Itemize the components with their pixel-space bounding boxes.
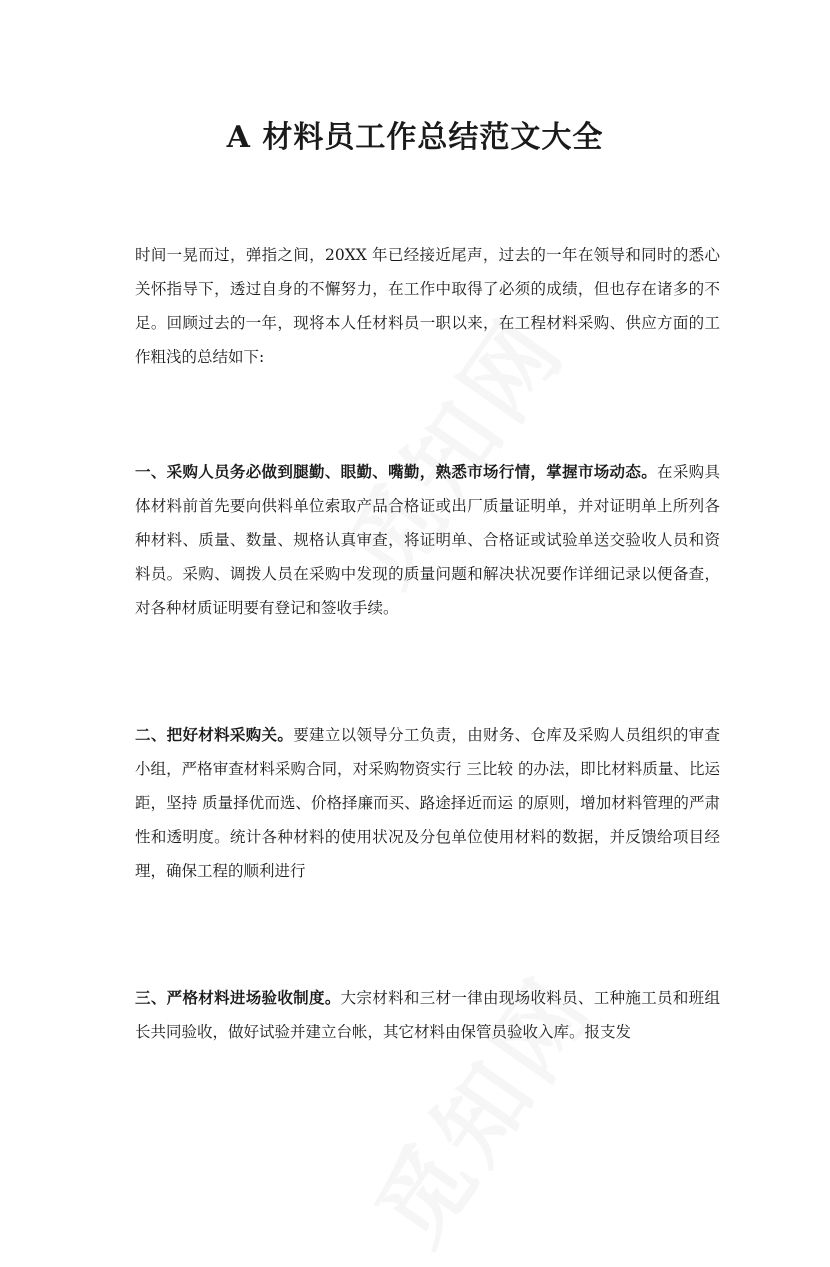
paragraph-text: 大宗材料和三材一律由现场收料员、工种施工员和班组长共同验收，做好试验并建立台帐，其它材料由保管员验收入库。报支发 [135, 989, 720, 1041]
document-title: A 材料员工作总结范文大全 [226, 120, 604, 155]
paragraph-text: 时间一晃而过，弹指之间，20XX 年已经接近尾声，过去的一年在领导和同时的悉心关怀指导下，透过自身的不懈努力，在工作中取得了必须的成绩，但也存在诸多的不足。回顾过去的一年，现将本人任材料员一职以来，在工程材料采购、供应方面的工作粗浅的总结如下: [135, 246, 720, 366]
paragraph-text: 在采购具体材料前首先要向供料单位索取产品合格证或出厂质量证明单，并对证明单上所列各种材料、质量、数量、规格认真审查，将证明单、合格证或试验单送交验收人员和资料员。采购、调拨人员在采购中发现的质量问题和解决状况要作详细记录以便备查，对各种材质证明要有登记和签收手续。 [135, 463, 720, 617]
paragraph-section-2 [127, 718, 720, 888]
section-heading: 三、严格材料进场验收制度。 [135, 988, 341, 1007]
paragraph-text: 要建立以领导分工负责，由财务、仓库及采购人员组织的审查小组，严格审查材料采购合同，对采购物资实行 三比较 的办法，即比材料质量、比运距，坚持 质量择优而选、价格择廉而买、路途择近而运 的原则，增加材料管理的严肃性和透明度。统计各种材料的使用状况及分包单位使用材料的数据，并反馈给项目经理，确保工程的顺利进行 [135, 726, 720, 880]
paragraph-section-3 [127, 981, 720, 1049]
section-heading: 一、采购人员务必做到腿勤、眼勤、嘴勤，熟悉市场行情，掌握市场动态。 [135, 462, 658, 481]
section-heading: 二、把好材料采购关。 [135, 725, 294, 744]
paragraph-section-1 [127, 455, 720, 625]
paragraph-intro [127, 238, 720, 374]
